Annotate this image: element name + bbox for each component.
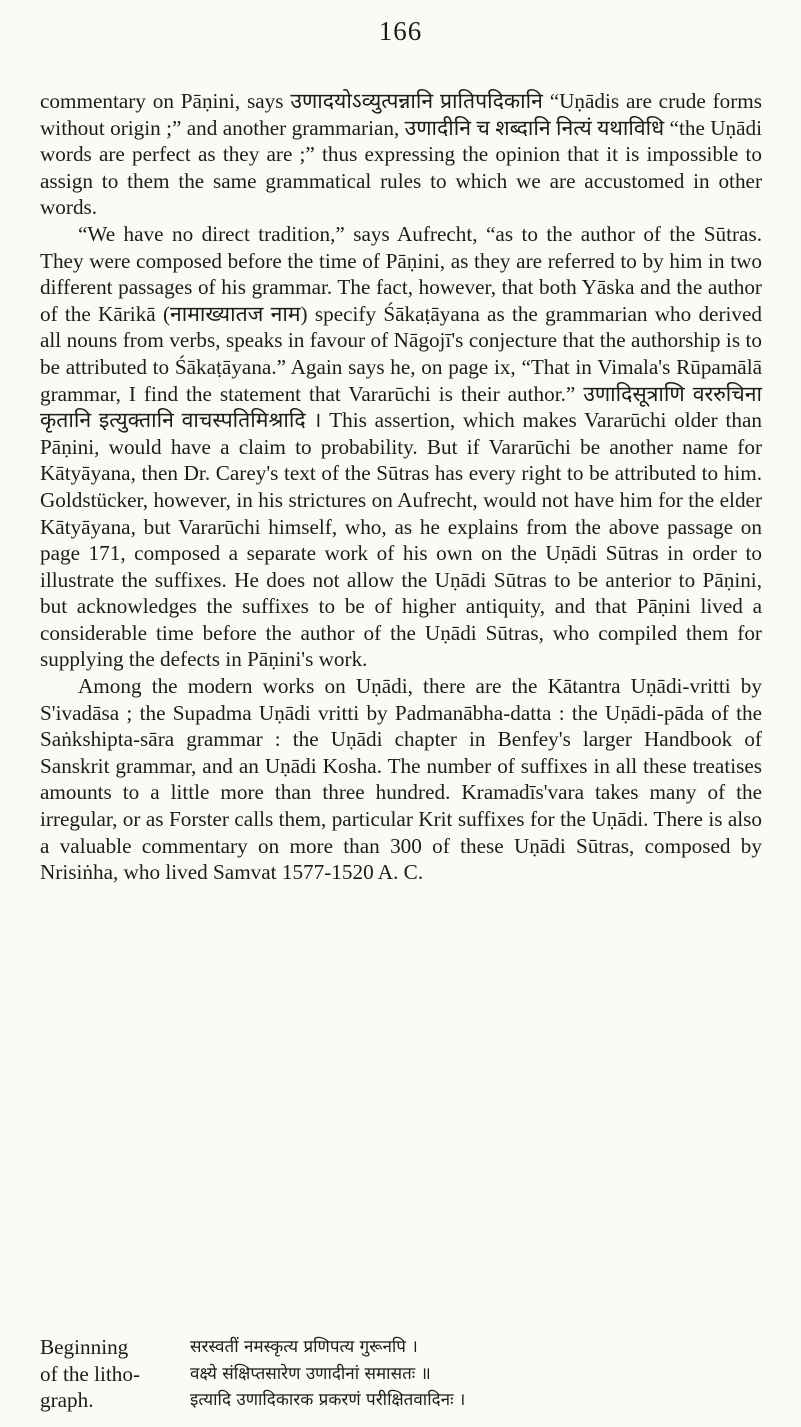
body-text xyxy=(40,88,762,886)
footer-lead: graph. xyxy=(40,1388,94,1413)
paragraph-1: commentary on Pāṇini, says उणादयोऽव्युत्पन्नानि प्रातिपदिकानि “Uṇādis are crude forms without origin ;” and another grammarian, उणादीनि च शब्दानि नित्यं यथाविधि “the Uṇādi words are perfect as they are ;” thus expressing the opinion that it is impossible to assign to them the same grammatical rules to which we are accustomed in other words. xyxy=(40,89,762,220)
footer-verse: वक्ष्ये संक्षिप्तसारेण उणादीनां समासतः ॥ xyxy=(190,1363,431,1384)
footer-line xyxy=(40,1387,762,1414)
litho-footer xyxy=(40,1334,762,1414)
paragraph-3: Among the modern works on Uṇādi, there are the Kātantra Uṇādi-vritti by S'ivadāsa ; the Supadma Uṇādi vritti by Padmanābha-datta : the Uṇādi-pāda of the Saṅkshipta-sāra grammar : the Uṇādi chapter in Benfey's larger Handbook of Sanskrit grammar, and an Uṇādi Kosha. The number of suffixes in all these treatises amounts to a little more than three hundred. Kramadīs'vara takes many of the irregular, or as Forster calls them, particular Krit suffixes for the Uṇādi. There is also a valuable commentary on more than 300 of these Uṇādi Sūtras, composed by Nrisiṅha, who lived Samvat 1577-1520 A. C. xyxy=(40,674,762,885)
footer-verse: सरस्वतीं नमस्कृत्य प्रणिपत्य गुरूनपि । xyxy=(190,1337,418,1357)
page-number: 166 xyxy=(378,16,423,46)
footer-line xyxy=(40,1334,762,1361)
paragraph-2: “We have no direct tradition,” says Aufrecht, “as to the author of the Sūtras. They were composed before the time of Pāṇini, as they are referred to by him in two different passages of his grammar. The fact, however, that both Yāska and the author of the Kārikā (नामाख्यातज नाम) specify Śākaṭāyana as the grammarian who derived all nouns from verbs, speaks in favour of Nāgojī's conjecture that the authorship is to be attributed to Śākaṭāyana.” Again says he, on page ix, “That in Vimala's Rūpamālā grammar, I find the statement that Vararūchi is their author.” उणादिसूत्राणि वररुचिना कृतानि इत्युक्तानि वाचस्पतिमिश्रादि । This assertion, which makes Vararūchi older than Pāṇini, would have a claim to probability. But if Vararūchi be another name for Kātyāyana, then Dr. Carey's text of the Sūtras has every right to be attributed to him. Goldstücker, however, in his strictures on Aufrecht, would not have him for the elder Kātyāyana, but Vararūchi himself, who, as he explains from the above passage on page 171, composed a separate work of his own on the Uṇādi Sūtras in order to illustrate the suffixes. He does not allow the Uṇādi Sūtras to be anterior to Pāṇini, but acknowledges the suffixes to be of higher antiquity, and that Pāṇini lived a considerable time before the author of the Uṇādi Sūtras, who compiled them for supplying the defects in Pāṇini's work. xyxy=(40,221,762,672)
footer-lead: Beginning xyxy=(40,1335,129,1359)
footer-verse: इत्यादि उणादिकारक प्रकरणं परीक्षितवादिनः । xyxy=(190,1390,466,1411)
footer-lead: of the litho- xyxy=(40,1361,141,1386)
footer-line xyxy=(40,1361,762,1388)
